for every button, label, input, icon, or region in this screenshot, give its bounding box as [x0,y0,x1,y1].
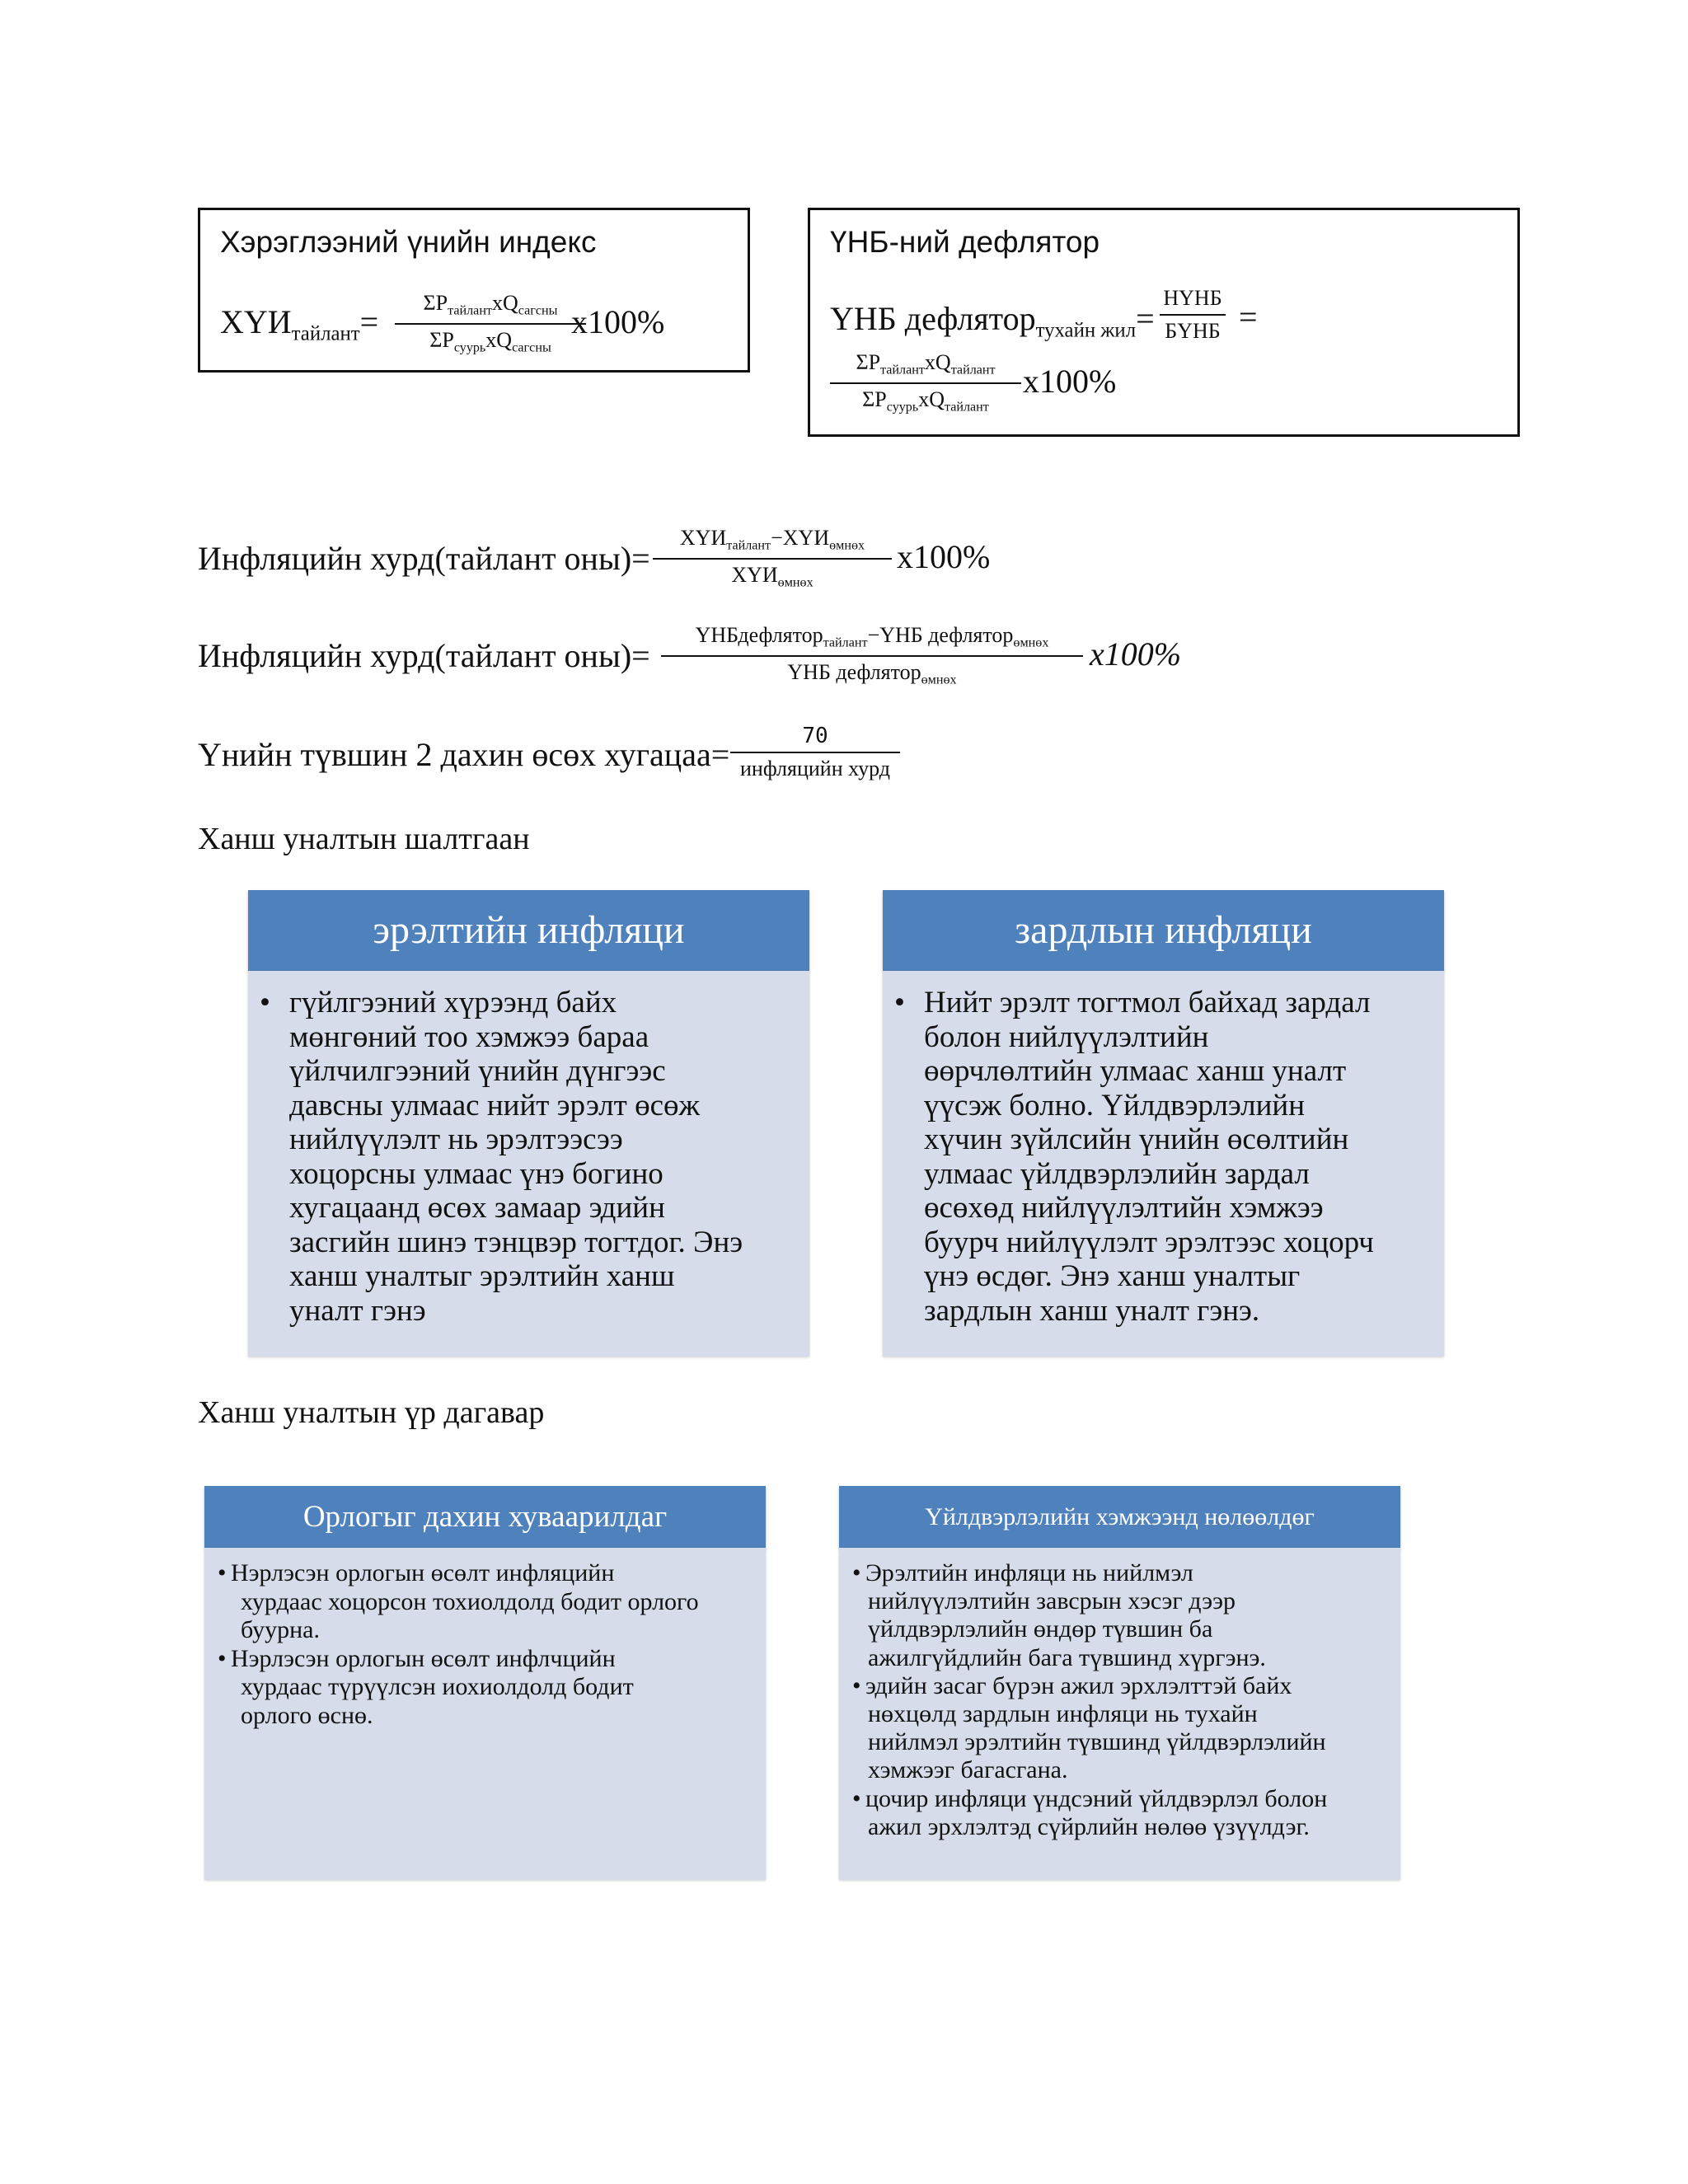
deflator-num: НҮНБ [1163,286,1222,310]
card-demand-title: эрэлтийн инфляци [373,908,685,952]
text-line: үнэ өсдөг. Энэ ханш уналтыг [924,1259,1301,1293]
text-line: засгийн шинэ тэнцвэр тогтдог. Энэ [289,1225,743,1259]
cpi-denominator: $\Sigma P_{суурь}xQ_{сагсны}$ [429,327,551,355]
card-production-effect [839,1486,1400,1880]
list-item [218,1644,699,1731]
inflation-cpi-tail: x100% [897,538,991,575]
deflator-box-title: ҮНБ-ний дефлятор [830,225,1100,259]
text-line: хүчин зүйлсийн үнийн өсөлтийн [924,1122,1349,1156]
text-line: мөнгөний тоо хэмжээ бараа [289,1019,649,1054]
card-demand-body [248,971,809,1357]
card-income-redistribution [204,1486,766,1880]
inflation-deflator-fraction: ҮНБдефлятор$_{тайлант}$−ҮНБ дефлятор$_{өмнөх}$ ҮНБ дефлятор$_{өмнөх}$ [661,625,1083,687]
inflation-cpi-fraction: $ХҮИ_{тайлант}-ХҮИ_{өмнөх}$ $ХҮИ_{өмнөх}$ [653,527,892,590]
card-demand-inflation [248,890,809,1357]
cpi-fraction [395,293,586,355]
inflation-deflator-bar [661,655,1083,657]
text-line: буурна. [241,1616,320,1643]
text-line: хоцорсны улмаас үнэ богино [289,1156,663,1191]
text-line: Нэрлэсэн орлогын өсөлт инфлчцийн [231,1644,616,1672]
text-line: үүсэж болно. Үйлдвэрлэлийн [924,1088,1306,1122]
text-line: нийлмэл эрэлтийн түвшинд үйлдвэрлэлийн [868,1728,1326,1756]
text-line: хэмжээг багасгана. [868,1756,1068,1784]
bullet: • [894,986,905,1019]
inflation-deflator-tail: x100% [1090,635,1182,673]
cpi-formula-lhs [220,303,379,345]
text-line: үйлчилгээний үнийн дүнгээс [289,1054,666,1088]
text-line: болон нийлүүлэлтийн [924,1019,1209,1054]
card-income-text [218,1559,699,1730]
text-line: нийлүүлэлтийн завсрын хэсэг дээр [868,1587,1236,1615]
text-line: Нэрлэсэн орлогын өсөлт инфляцийн [231,1559,615,1586]
deflator-box [808,208,1520,437]
card-income-header [204,1486,766,1548]
cpi-box-title: Хэрэглээний үнийн индекс [220,225,597,259]
text-line: үйлдвэрлэлийн өндөр түвшин ба [868,1615,1213,1643]
card-cost-header [883,890,1444,971]
cpi-fraction-bar [395,323,586,325]
text-line: эдийн засаг бүрэн ажил эрхлэлттэй байх [865,1671,1292,1699]
list-item [852,1784,1328,1841]
card-income-title: Орлогыг дахин хуваарилдаг [302,1500,668,1534]
cpi-eq: = [359,303,379,340]
doubling-lhs: Үнийн түвшин 2 дахин өсөх хугацаа= [198,736,730,773]
deflator-fraction-2: $\Sigma P_{тайлант}xQ_{тайлант}$ $\Sigma P_{суурь}xQ_{тайлант}$ [830,352,1021,415]
bullet: • [260,986,270,1019]
text-line: буурч нийлүүлэлт эрэлтээс хоцорч [924,1225,1374,1259]
text-line: ханш уналтыг эрэлтийн ханш [289,1259,675,1293]
list-item [852,1559,1327,1672]
deflator-den: БҮНБ [1165,319,1221,343]
text-line: ажилгүйдлийн бага түвшинд хүргэнэ. [868,1643,1266,1671]
bullet: • [218,1644,227,1672]
cpi-lhs-sub: тайлант [291,322,360,345]
deflator-bar-1 [1160,314,1226,316]
text-line: зардлын ханш уналт гэнэ. [924,1293,1260,1328]
doubling-fraction [730,725,900,780]
cpi-box [198,208,750,373]
deflator-fraction-1 [1160,288,1226,342]
bullet: • [218,1559,227,1586]
text-line: Эрэлтийн инфляци нь нийлмэл [865,1559,1193,1586]
card-output-header [839,1486,1400,1548]
deflator-tail: x100% [1023,363,1117,400]
list-item [852,1671,1327,1785]
inflation-cpi-bar [653,558,892,560]
card-cost-text [894,986,1374,1328]
text-line: цочир инфляци үндсэний үйлдвэрлэл болон [865,1784,1328,1812]
doubling-bar [730,752,900,753]
text-line: ажил эрхлэлтэд сүйрлийн нөлөө үзүүлдэг. [868,1812,1310,1840]
doubling-den: инфляцийн хурд [739,757,890,780]
card-output-body [839,1548,1400,1880]
doubling-num: 70 [802,724,828,748]
deflator-lhs: ҮНБ дефлятор$_{тухайн жил}$= [830,300,1155,342]
text-line: хурдаас хоцорсон тохиолдолд бодит орлого [241,1587,699,1615]
deflator-eq2: = [1239,298,1258,335]
inflation-cpi-lhs: Инфляцийн хурд(тайлант оны)= [198,540,650,577]
section-effects-heading: Ханш уналтын үр дагавар [198,1395,545,1430]
text-line: өөрчлөлтийн улмаас ханш уналт [924,1054,1347,1088]
cpi-tail: x100% [571,303,665,340]
text-line: уналт гэнэ [289,1293,426,1328]
card-income-body [204,1548,766,1880]
text-line: Нийт эрэлт тогтмол байхад зардал [924,986,1371,1019]
card-demand-text [260,986,743,1328]
inflation-deflator-lhs: Инфляцийн хурд(тайлант оны)= [198,637,650,674]
bullet: • [852,1671,861,1699]
card-cost-body [883,971,1444,1357]
text-line: нөхцөлд зардлын инфляци нь тухайн [868,1700,1258,1728]
text-line: орлого өснө. [241,1701,373,1729]
card-cost-title: зардлын инфляци [1015,908,1312,952]
cpi-numerator: $\Sigma P_{тайлант}xQ_{сагсны}$ [423,291,558,318]
section-causes-heading: Ханш уналтын шалтгаан [198,822,530,856]
text-line: давсны улмаас нийт эрэлт өсөж [289,1088,701,1122]
cpi-lhs: ХҮИ [220,303,292,340]
deflator-bar-2 [830,382,1021,384]
card-cost-inflation [883,890,1444,1357]
bullet: • [852,1559,861,1586]
text-line: өсөхөд нийлүүлэлтийн хэмжээ [924,1191,1324,1225]
card-demand-header [248,890,809,971]
text-line: гүйлгээний хүрээнд байх [289,986,617,1019]
text-line: улмаас үйлдвэрлэлийн зардал [924,1156,1310,1191]
text-line: нийлүүлэлт нь эрэлтээсээ [289,1122,623,1156]
bullet: • [852,1784,861,1812]
card-output-text [852,1559,1328,1841]
list-item [218,1559,699,1645]
text-line: хугацаанд өсөх замаар эдийн [289,1191,665,1225]
text-line: хурдаас түрүүлсэн иохиолдолд бодит [241,1673,634,1700]
card-output-title: Үйлдвэрлэлийн хэмжээнд нөлөөлдөг [925,1503,1315,1530]
